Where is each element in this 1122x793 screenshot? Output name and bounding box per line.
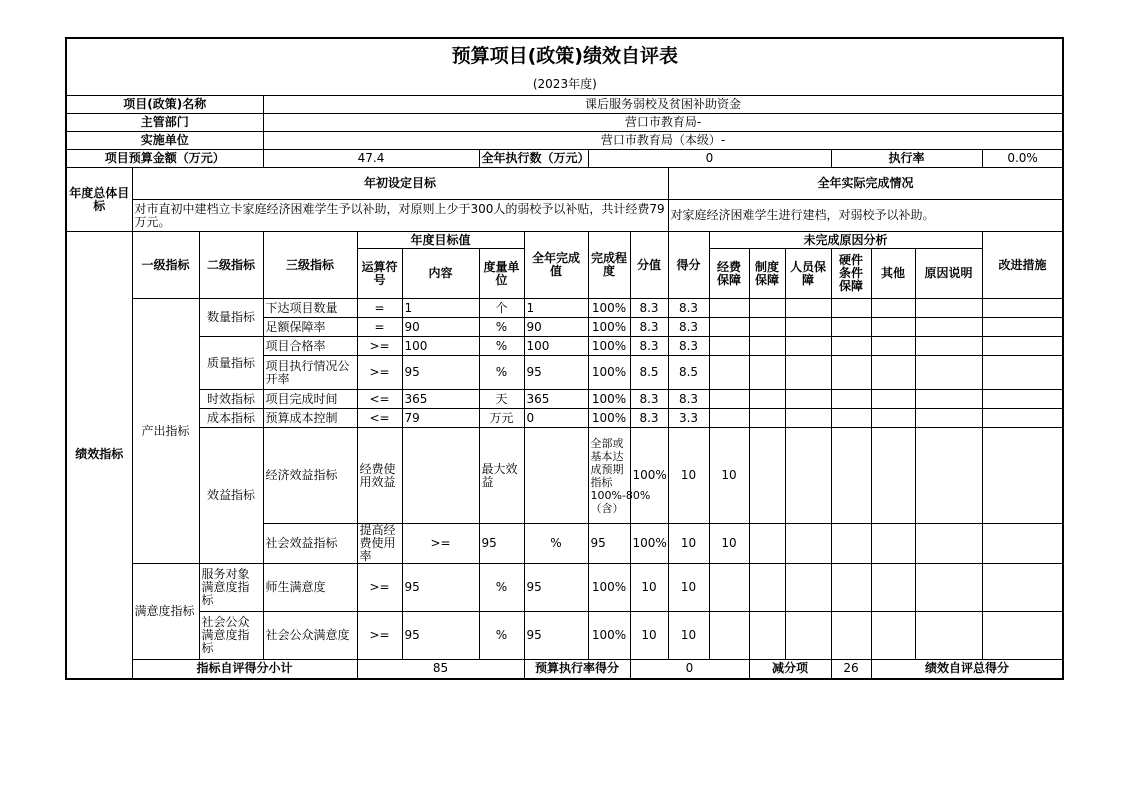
indicator-name: 下达项目数量 — [263, 299, 357, 318]
subtotal-label: 指标自评得分小计 — [132, 660, 357, 679]
table-row — [66, 564, 1063, 612]
col-reason-fund: 经费保障 — [709, 249, 749, 299]
initial-goal-text: 对市直初中建档立卡家庭经济困难学生予以补助，对原则上少于300人的弱校予以补贴，共计经费79万元。 — [132, 200, 668, 232]
cell-empty — [831, 356, 871, 390]
cell-empty — [709, 612, 749, 660]
cell-empty — [709, 390, 749, 409]
indicator-degree: 100% — [588, 390, 630, 409]
indicator-unit: % — [479, 356, 524, 390]
indicator-op: >= — [357, 356, 402, 390]
cell-empty — [749, 337, 785, 356]
project-name-label: 项目(政策)名称 — [66, 96, 263, 114]
table-row — [66, 390, 1063, 409]
indicator-degree: 100% — [588, 356, 630, 390]
indicator-unit: % — [479, 318, 524, 337]
indicator-value: 8.3 — [630, 299, 668, 318]
col-unit: 度量单位 — [479, 249, 524, 299]
indicator-score: 8.5 — [668, 356, 709, 390]
indicator-unit: 万元 — [479, 409, 524, 428]
budget-score-label: 预算执行率得分 — [524, 660, 630, 679]
indicator-name: 项目合格率 — [263, 337, 357, 356]
indicator-op: >= — [357, 337, 402, 356]
cell-empty — [749, 524, 785, 564]
actual-goal-text: 对家庭经济困难学生进行建档，对弱校予以补助。 — [668, 200, 1063, 232]
cell-empty — [831, 390, 871, 409]
rate-label: 执行率 — [831, 150, 982, 168]
cell-empty — [982, 564, 1063, 612]
indicator-value: 10 — [630, 612, 668, 660]
col-improve: 改进措施 — [982, 232, 1063, 299]
cell-empty — [749, 299, 785, 318]
indicator-op: >= — [357, 612, 402, 660]
summary-row — [66, 660, 1063, 679]
rate-value: 0.0% — [982, 150, 1063, 168]
level2-social: 社会效益指标 — [263, 524, 357, 564]
indicator-value: 8.3 — [630, 318, 668, 337]
indicator-degree: 100% — [588, 318, 630, 337]
unit-label: 实施单位 — [66, 132, 263, 150]
cell-empty — [871, 299, 915, 318]
indicator-content: 79 — [402, 409, 479, 428]
cell-empty — [982, 318, 1063, 337]
indicator-unit: % — [479, 612, 524, 660]
deduct-label: 减分项 — [749, 660, 831, 679]
cell-empty — [982, 612, 1063, 660]
cell-empty — [785, 390, 831, 409]
cell-empty — [915, 299, 982, 318]
cell-empty — [915, 337, 982, 356]
indicator-content: 95 — [402, 612, 479, 660]
cell-empty — [831, 428, 871, 524]
indicator-done: 0 — [524, 409, 588, 428]
exec-value: 0 — [588, 150, 831, 168]
indicator-value: 8.3 — [630, 390, 668, 409]
cell-empty — [785, 337, 831, 356]
indicator-value: 10 — [630, 564, 668, 612]
col-reason-hardware: 硬件条件保障 — [831, 249, 871, 299]
cell-empty — [871, 564, 915, 612]
indicator-value: 10 — [668, 524, 709, 564]
indicator-name: 经费使用效益 — [357, 428, 402, 524]
indicator-value: 10 — [668, 428, 709, 524]
cell-empty — [982, 337, 1063, 356]
col-level1: 一级指标 — [132, 232, 199, 299]
indicator-score: 10 — [668, 612, 709, 660]
page-title: 预算项目(政策)绩效自评表 — [66, 38, 1063, 73]
indicator-done: 95 — [588, 524, 630, 564]
budget-value: 47.4 — [263, 150, 479, 168]
indicator-content: 95 — [402, 356, 479, 390]
cell-empty — [915, 524, 982, 564]
indicator-content: 最大效益 — [479, 428, 524, 524]
cell-empty — [982, 356, 1063, 390]
table-row — [66, 299, 1063, 318]
indicator-done: 95 — [524, 356, 588, 390]
indicator-done: 1 — [524, 299, 588, 318]
level2-service: 服务对象满意度指标 — [199, 564, 263, 612]
cell-empty — [785, 356, 831, 390]
level1-output: 产出指标 — [132, 299, 199, 564]
cell-empty — [871, 428, 915, 524]
col-done: 全年完成值 — [524, 232, 588, 299]
cell-empty — [915, 318, 982, 337]
cell-empty — [982, 409, 1063, 428]
budget-score-value: 0 — [630, 660, 749, 679]
cell-empty — [871, 337, 915, 356]
cell-empty — [749, 318, 785, 337]
indicator-content: 95 — [479, 524, 524, 564]
indicator-content: 1 — [402, 299, 479, 318]
col-reason-system: 制度保障 — [749, 249, 785, 299]
indicator-content: 365 — [402, 390, 479, 409]
level2-economic: 经济效益指标 — [263, 428, 357, 524]
indicator-op — [402, 428, 479, 524]
cell-empty — [709, 337, 749, 356]
indicator-value: 8.5 — [630, 356, 668, 390]
cell-empty — [709, 356, 749, 390]
indicator-score: 8.3 — [668, 390, 709, 409]
indicator-degree: 100% — [588, 337, 630, 356]
unit-value: 营口市教育局（本级）- — [263, 132, 1063, 150]
cell-empty — [785, 612, 831, 660]
cell-empty — [831, 524, 871, 564]
indicator-score: 3.3 — [668, 409, 709, 428]
indicator-value: 8.3 — [630, 409, 668, 428]
level1-benefit: 效益指标 — [199, 428, 263, 564]
reasons-group-header: 未完成原因分析 — [709, 232, 982, 249]
cell-empty — [915, 428, 982, 524]
evaluation-table — [65, 37, 1064, 680]
cell-empty — [831, 318, 871, 337]
col-content: 内容 — [402, 249, 479, 299]
table-row — [66, 428, 1063, 524]
indicator-degree: 100% — [588, 612, 630, 660]
indicator-score: 8.3 — [668, 337, 709, 356]
indicator-unit — [524, 428, 588, 524]
annual-goal-label: 年度总体目标 — [66, 168, 132, 232]
cell-empty — [709, 299, 749, 318]
indicator-done: 全部或基本达成预期指标100%-80%（含） — [588, 428, 630, 524]
indicator-score: 8.3 — [668, 318, 709, 337]
col-reason-staff: 人员保障 — [785, 249, 831, 299]
indicator-name: 师生满意度 — [263, 564, 357, 612]
col-score-value: 分值 — [630, 232, 668, 299]
cell-empty — [831, 564, 871, 612]
indicator-name: 足额保障率 — [263, 318, 357, 337]
col-reason-desc: 原因说明 — [915, 249, 982, 299]
cell-empty — [749, 356, 785, 390]
initial-goal-header: 年初设定目标 — [132, 168, 668, 200]
col-op: 运算符号 — [357, 249, 402, 299]
indicator-name: 项目执行情况公开率 — [263, 356, 357, 390]
indicator-degree: 100% — [588, 299, 630, 318]
col-level2: 二级指标 — [199, 232, 263, 299]
indicator-degree: 100% — [588, 564, 630, 612]
cell-empty — [831, 409, 871, 428]
indicator-unit: 天 — [479, 390, 524, 409]
level2-quantity: 数量指标 — [199, 299, 263, 337]
indicator-done: 95 — [524, 612, 588, 660]
subtotal-value: 85 — [357, 660, 524, 679]
indicator-op: = — [357, 299, 402, 318]
col-score: 得分 — [668, 232, 709, 299]
deduct-value: 26 — [831, 660, 871, 679]
indicator-unit: % — [479, 564, 524, 612]
indicator-score: 10 — [668, 564, 709, 612]
cell-empty — [982, 428, 1063, 524]
cell-empty — [749, 390, 785, 409]
cell-empty — [915, 409, 982, 428]
indicator-op: >= — [402, 524, 479, 564]
cell-empty — [982, 524, 1063, 564]
level1-satisfaction: 满意度指标 — [132, 564, 199, 660]
exec-label: 全年执行数（万元） — [479, 150, 588, 168]
level2-quality: 质量指标 — [199, 337, 263, 390]
indicator-degree: 100% — [588, 409, 630, 428]
cell-empty — [785, 524, 831, 564]
cell-empty — [871, 409, 915, 428]
indicator-done: 100 — [524, 337, 588, 356]
level2-cost: 成本指标 — [199, 409, 263, 428]
dept-label: 主管部门 — [66, 114, 263, 132]
cell-empty — [831, 612, 871, 660]
cell-empty — [709, 409, 749, 428]
cell-empty — [749, 564, 785, 612]
indicator-op: >= — [357, 564, 402, 612]
cell-empty — [831, 337, 871, 356]
indicator-score: 8.3 — [668, 299, 709, 318]
indicator-name: 提高经费使用率 — [357, 524, 402, 564]
cell-empty — [749, 409, 785, 428]
indicator-name: 社会公众满意度 — [263, 612, 357, 660]
cell-empty — [709, 318, 749, 337]
level2-public: 社会公众满意度指标 — [199, 612, 263, 660]
indicator-done: 95 — [524, 564, 588, 612]
performance-self-evaluation-sheet — [65, 37, 1058, 688]
year-label: (2023年度) — [66, 73, 1063, 96]
indicator-done: 365 — [524, 390, 588, 409]
indicator-unit: % — [524, 524, 588, 564]
cell-empty — [871, 318, 915, 337]
cell-empty — [749, 428, 785, 524]
level2-timeliness: 时效指标 — [199, 390, 263, 409]
target-group-header: 年度目标值 — [357, 232, 524, 249]
cell-empty — [785, 318, 831, 337]
cell-empty — [785, 564, 831, 612]
indicator-done: 90 — [524, 318, 588, 337]
cell-empty — [785, 409, 831, 428]
indicator-name: 项目完成时间 — [263, 390, 357, 409]
table-row — [66, 612, 1063, 660]
cell-empty — [831, 299, 871, 318]
indicator-content: 100 — [402, 337, 479, 356]
total-label: 绩效自评总得分 — [871, 660, 1063, 679]
perf-indicator-label: 绩效指标 — [66, 232, 132, 679]
indicator-op: = — [357, 318, 402, 337]
cell-empty — [749, 612, 785, 660]
project-name-value: 课后服务弱校及贫困补助资金 — [263, 96, 1063, 114]
indicator-op: <= — [357, 390, 402, 409]
dept-value: 营口市教育局- — [263, 114, 1063, 132]
col-degree: 完成程度 — [588, 232, 630, 299]
indicator-unit: % — [479, 337, 524, 356]
indicator-name: 预算成本控制 — [263, 409, 357, 428]
cell-empty — [915, 390, 982, 409]
col-level3: 三级指标 — [263, 232, 357, 299]
cell-empty — [871, 390, 915, 409]
cell-empty — [982, 390, 1063, 409]
indicator-content: 95 — [402, 564, 479, 612]
cell-empty — [709, 564, 749, 612]
cell-empty — [871, 524, 915, 564]
indicator-op: <= — [357, 409, 402, 428]
budget-label: 项目预算金额（万元） — [66, 150, 263, 168]
indicator-value: 8.3 — [630, 337, 668, 356]
indicator-content: 90 — [402, 318, 479, 337]
cell-empty — [871, 356, 915, 390]
indicator-degree: 100% — [630, 524, 668, 564]
table-row — [66, 409, 1063, 428]
cell-empty — [982, 299, 1063, 318]
indicator-degree: 100% — [630, 428, 668, 524]
indicator-score: 10 — [709, 524, 749, 564]
cell-empty — [915, 564, 982, 612]
cell-empty — [915, 356, 982, 390]
cell-empty — [915, 612, 982, 660]
table-row — [66, 337, 1063, 356]
col-reason-other: 其他 — [871, 249, 915, 299]
actual-goal-header: 全年实际完成情况 — [668, 168, 1063, 200]
cell-empty — [785, 299, 831, 318]
indicator-unit: 个 — [479, 299, 524, 318]
cell-empty — [871, 612, 915, 660]
cell-empty — [785, 428, 831, 524]
indicator-score: 10 — [709, 428, 749, 524]
